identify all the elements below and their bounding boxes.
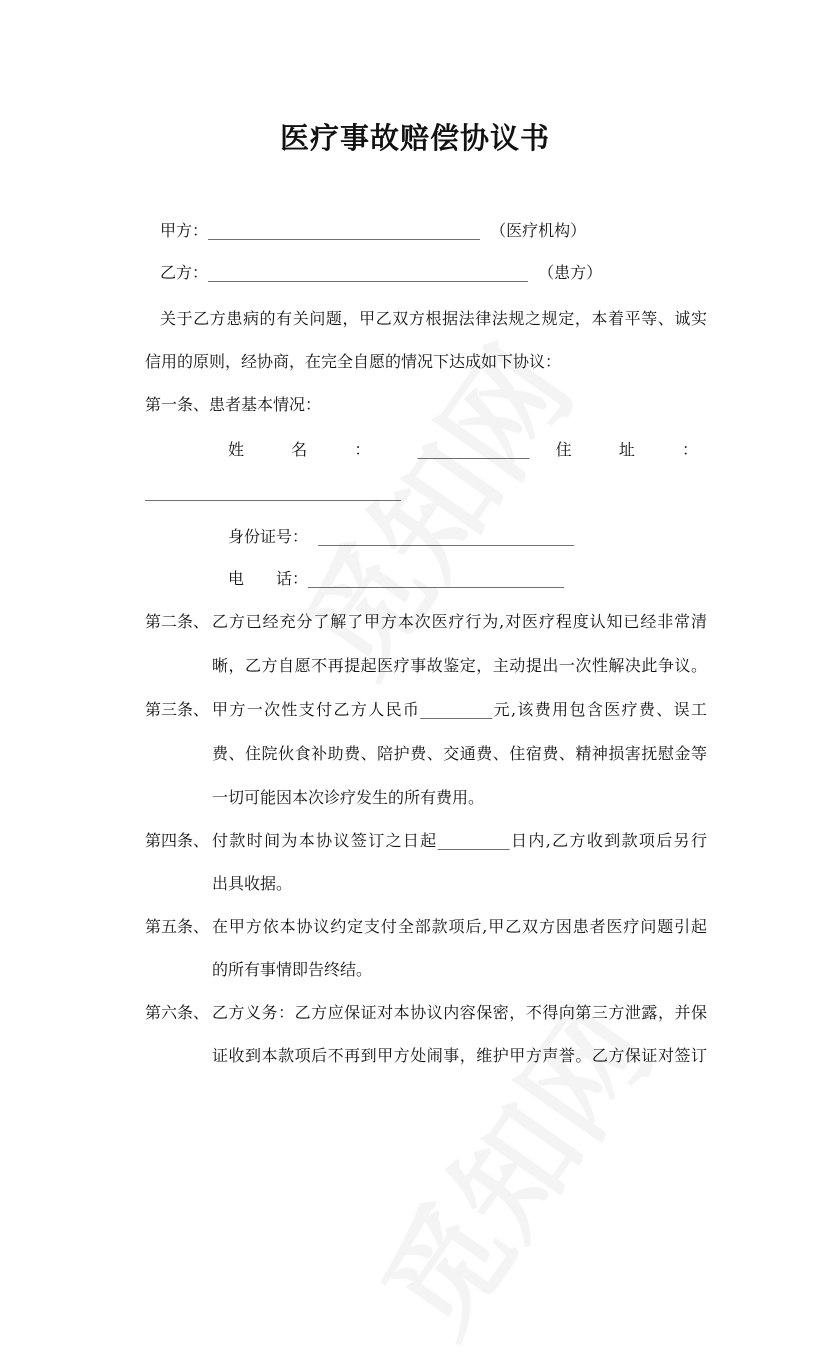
watermark <box>336 969 683 1363</box>
party-b-line: 乙方：________________________________________ （患方） <box>160 263 603 282</box>
article-5-label: 第五条、 <box>145 917 210 936</box>
address-blank: ________________________________ <box>145 482 401 501</box>
article-5-text: 的所有事情即告终结。 <box>212 960 373 979</box>
article-6-text: 证收到本款项后不再到甲方处闹事，维护甲方声誉。乙方保证对签订 <box>212 1046 707 1065</box>
intro-line: 关于乙方患病的有关问题，甲乙双方根据法律法规之规定，本着平等、诚实 <box>160 309 707 328</box>
article-5-text: 在甲方依本协议约定支付全部款项后,甲乙双方因患者医疗问题引起 <box>212 917 707 936</box>
article-6-text: 乙方义务：乙方应保证对本协议内容保密，不得向第三方泄露，并保 <box>212 1003 707 1022</box>
article-6-label: 第六条、 <box>145 1003 210 1022</box>
article-3-label: 第三条、 <box>145 700 210 719</box>
article-3-text: 甲方一次性支付乙方人民币_________元,该费用包含医疗费、误工 <box>212 700 707 719</box>
name-address-row: 姓 名 ： ______________ 住 址 ： <box>228 440 698 459</box>
phone-line: 电 话：________________________________ <box>228 569 565 588</box>
article-4-label: 第四条、 <box>145 831 210 850</box>
article-3-text: 一切可能因本次诊疗发生的所有费用。 <box>212 788 485 807</box>
article-2-label: 第二条、 <box>145 612 210 631</box>
article-4-text: 出具收据。 <box>212 874 293 893</box>
article-2-text: 乙方已经充分了解了甲方本次医疗行为,对医疗程度认知已经非常清 <box>212 612 707 631</box>
article-4-text: 付款时间为本协议签订之日起_________日内,乙方收到款项后另行 <box>212 831 707 850</box>
article-1-heading: 第一条、患者基本情况： <box>145 395 322 414</box>
document-title: 医疗事故赔偿协议书 <box>279 121 550 155</box>
article-3-text: 费、住院伙食补助费、陪护费、交通费、住宿费、精神损害抚慰金等 <box>212 744 707 763</box>
article-2-text: 晰，乙方自愿不再提起医疗事故鉴定，主动提出一次性解决此争议。 <box>212 656 707 675</box>
party-a-line: 甲方：__________________________________ （医疗机构） <box>160 221 587 240</box>
intro-line: 信用的原则，经协商，在完全自愿的情况下达成如下协议： <box>145 352 562 371</box>
id-number-line: 身份证号： ________________________________ <box>228 527 575 546</box>
